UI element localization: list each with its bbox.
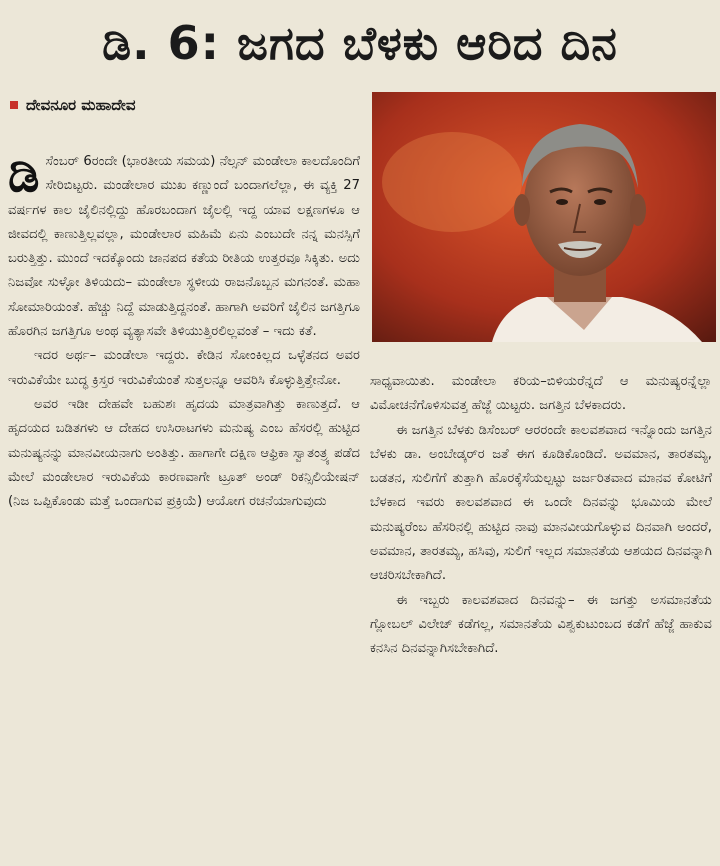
- author-photo: [372, 92, 716, 342]
- right-column: [370, 370, 712, 662]
- headline: ಡಿ. 6: ಜಗದ ಬೆಳಕು ಆರಿದ ದಿನ: [102, 16, 618, 70]
- left-column: [8, 145, 360, 514]
- paragraph: ಈ ಜಗತ್ತಿನ ಬೆಳಕು ಡಿಸೆಂಬರ್ ಆರರಂದೇ ಕಾಲವಶವಾದ ಇನ್ನೊಂದು ಜಗತ್ತಿನ ಬೆಳಕು ಡಾ. ಅಂಬೇಡ್ಕರ್‌ರ ಜತೆ ಈಗ ಕೂಡಿಕೊಂಡಿದೆ. ಅವಮಾನ, ತಾರತಮ್ಯ, ಬಡತನ, ಸುಲಿಗೆಗೆ ತುತ್ತಾಗಿ ಹೊರಕ್ಕೆಸೆಯಲ್ಪಟ್ಟು ಜರ್ಜರಿತವಾದ ಮಾನವ ಕೋಟಿಗೆ ಬೆಳಕಾದ ಇವರು ಕಾಲವಶವಾದ ಈ ಒಂದೇ ದಿನವನ್ನು ಭೂಮಿಯ ಮೇಲೆ ಮನುಷ್ಯರೆಂಬ ಹೆಸರಿನಲ್ಲಿ ಹುಟ್ಟಿದ ನಾವು ಮಾನವೀಯಗೊಳ್ಳುವ ದಿನವಾಗಿ ಅಂದರೆ, ಅವಮಾನ, ತಾರತಮ್ಯ, ಹಸಿವು, ಸುಲಿಗೆ ಇಲ್ಲದ ಸಮಾನತೆಯ ಆಶಯದ ದಿನವನ್ನಾಗಿ ಆಚರಿಸಬೇಕಾಗಿದೆ.: [370, 422, 712, 584]
- paragraph: ಅವರ ಇಡೀ ದೇಹವೇ ಬಹುಶಃ ಹೃದಯ ಮಾತ್ರವಾಗಿತ್ತು ಕಾಣುತ್ತದೆ. ಆ ಹೃದಯದ ಬಡಿತಗಳು ಆ ದೇಹದ ಉಸಿರಾಟಗಳು ಮನುಷ್ಯ ಎಂಬ ಹೆಸರಲ್ಲಿ ಹುಟ್ಟಿದ ಮನುಷ್ಯನನ್ನು ಮಾನವೀಯನಾಗು ಅಂತಿತ್ತು. ಹಾಗಾಗೇ ದಕ್ಷಿಣ ಆಫ್ರಿಕಾ ಸ್ವಾತಂತ್ರ್ಯ ಪಡೆದ ಮೇಲೆ ಮಂಡೇಲಾರ ಇರುವಿಕೆಯ ಕಾರಣವಾಗೇ ಟ್ರೂತ್ ಅಂಡ್ ರಿಕನ್ಸಿಲಿಯೇಷನ್ (ನಿಜ ಒಪ್ಪಿಕೊಂಡು ಮತ್ತೆ ಒಂದಾಗುವ ಪ್ರಕ್ರಿಯೆ) ಆಯೋಗ ರಚನೆಯಾಗುವುದು: [8, 396, 360, 510]
- paragraph: ಇದರ ಅರ್ಥ– ಮಂಡೇಲಾ ಇದ್ದರು. ಕೇಡಿನ ಸೋಂಕಿಲ್ಲದ ಒಳ್ಳೆತನದ ಅವರ ಇರುವಿಕೆಯೇ ಬುದ್ಧ ಕ್ರಿಸ್ತರ ಇರುವಿಕೆಯಂತೆ ಸುತ್ತಲನ್ನೂ ಆವರಿಸಿ ಕೊಳ್ಳುತ್ತಿತ್ತೇನೋ.: [8, 348, 360, 388]
- byline: [10, 94, 136, 116]
- paragraph: ಸಾಧ್ಯವಾಯಿತು. ಮಂಡೇಲಾ ಕರಿಯ–ಬಿಳಿಯರೆನ್ನದೆ ಆ ಮನುಷ್ಯರನ್ನೆಲ್ಲಾ ವಿಮೋಚನೆಗೊಳಿಸುವತ್ತ ಹೆಜ್ಜೆ ಯಿಟ್ಟರು. ಜಗತ್ತಿನ ಬೆಳಕಾದರು.: [370, 374, 712, 414]
- dropcap: ಡಿ: [8, 145, 40, 203]
- paragraph: ಸೆಂಬರ್ 6ರಂದೇ (ಭಾರತೀಯ ಸಮಯ) ನೆಲ್ಸನ್ ಮಂಡೇಲಾ ಕಾಲದೊಂದಿಗೆ ಸೇರಿಬಿಟ್ಟರು. ಮಂಡೇಲಾರ ಮುಖ ಕಣ್ಣುಂದೆ ಬಂದಾಗಲೆಲ್ಲಾ, ಈ ವ್ಯಕ್ತಿ 27 ವರ್ಷಗಳ ಕಾಲ ಜೈಲಿನಲ್ಲಿದ್ದು ಹೊರಬಂದಾಗ ಜೈಲಲ್ಲಿ ಇದ್ದ ಯಾವ ಲಕ್ಷಣಗಳೂ ಆ ಜೀವದಲ್ಲಿ ಕಾಣುತ್ತಿಲ್ಲವಲ್ಲಾ, ಮಂಡೇಲಾರ ಮಹಿಮೆ ಏನು ಎಂಬುದೇ ನನ್ನ ಮನಸ್ಸಿಗೆ ಬರುತ್ತಿತ್ತು. ಮುಂದೆ ಇದಕ್ಕೊಂದು ಜಾನಪದ ಕತೆಯ ರೀತಿಯ ಉತ್ತರವೂ ಸಿಕ್ಕಿತು. ಅದು ನಿಜವೋ ಸುಳ್ಳೋ ತಿಳಿಯದು– ಮಂಡೇಲಾ ಸ್ಥಳೀಯ ರಾಜನೊಬ್ಬನ ಮಗನಂತೆ. ಮಹಾ ಸೋಮಾರಿಯಂತೆ. ಹೆಚ್ಚು ನಿದ್ದೆ ಮಾಡುತ್ತಿದ್ದನಂತೆ. ಹಾಗಾಗಿ ಅವರಿಗೆ ಜೈಲಿನ ಜಗತ್ತಿಗೂ ಹೊರಗಿನ ಜಗತ್ತಿಗೂ ಅಂಥ ವ್ಯತ್ಯಾಸವೇ ತಿಳಿಯುತ್ತಿರಲಿಲ್ಲವಂತೆ – ಇದು ಕತೆ.: [8, 154, 360, 340]
- paragraph: ಈ ಇಬ್ಬರು ಕಾಲವಶವಾದ ದಿನವನ್ನು– ಈ ಜಗತ್ತು ಅಸಮಾನತೆಯ ಗ್ಲೋಬಲ್ ವಿಲೇಜ್ ಕಡೆಗಲ್ಲ, ಸಮಾನತೆಯ ವಿಶ್ವಕುಟುಂಬದ ಕಡೆಗೆ ಹೆಜ್ಜೆ ಹಾಕುವ ಕನಸಿನ ದಿನವನ್ನಾಗಿಸಬೇಕಾಗಿದೆ.: [370, 592, 712, 657]
- bullet-icon: [10, 101, 18, 109]
- portrait-photo-icon: [372, 92, 716, 342]
- author-name: ದೇವನೂರ ಮಹಾದೇವ: [26, 96, 136, 114]
